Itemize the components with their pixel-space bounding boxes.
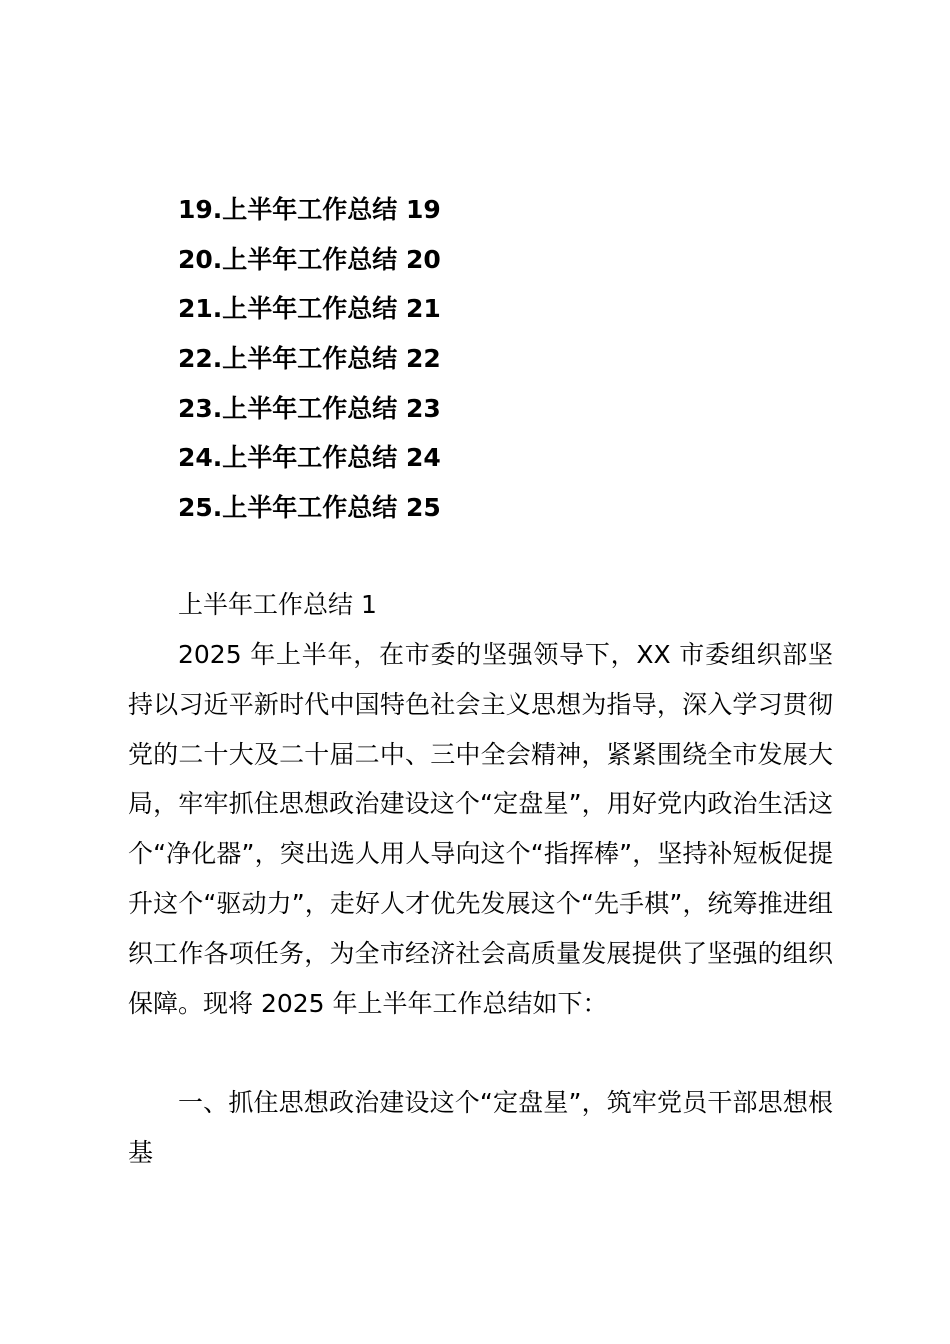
table-of-contents xyxy=(178,185,441,533)
document-title: 上半年工作总结 1 xyxy=(178,590,377,619)
toc-item[interactable]: 23.上半年工作总结 23 xyxy=(178,393,441,423)
toc-item[interactable]: 22.上半年工作总结 22 xyxy=(178,344,441,374)
section-heading: 一、抓住思想政治建设这个“定盘星”，筑牢党员干部思想根基 xyxy=(128,1088,833,1167)
toc-item[interactable]: 20.上半年工作总结 20 xyxy=(178,244,441,274)
toc-item[interactable]: 19.上半年工作总结 19 xyxy=(178,195,441,224)
intro-paragraph: 2025 年上半年，在市委的坚强领导下，XX 市委组织部坚持以习近平新时代中国特色社会主义思想为指导，深入学习贯彻党的二十大及二十届二中、三中全会精神，紧紧围绕全市发展大局，牢牢抓住思想政治建设这个“定盘星”，用好党内政治生活这个“净化器”，突出选人用人导向这个“指挥棒”，坚持补短板促提升这个“驱动力”，走好人才优先发展这个“先手棋”，统筹推进组织工作各项任务，为全市经济社会高质量发展提供了坚强的组织保障。现将 2025 年上半年工作总结如下： xyxy=(128,640,833,1018)
toc-item[interactable]: 24.上半年工作总结 24 xyxy=(178,443,441,473)
toc-item[interactable]: 21.上半年工作总结 21 xyxy=(178,294,441,324)
toc-item[interactable]: 25.上半年工作总结 25 xyxy=(178,493,441,523)
